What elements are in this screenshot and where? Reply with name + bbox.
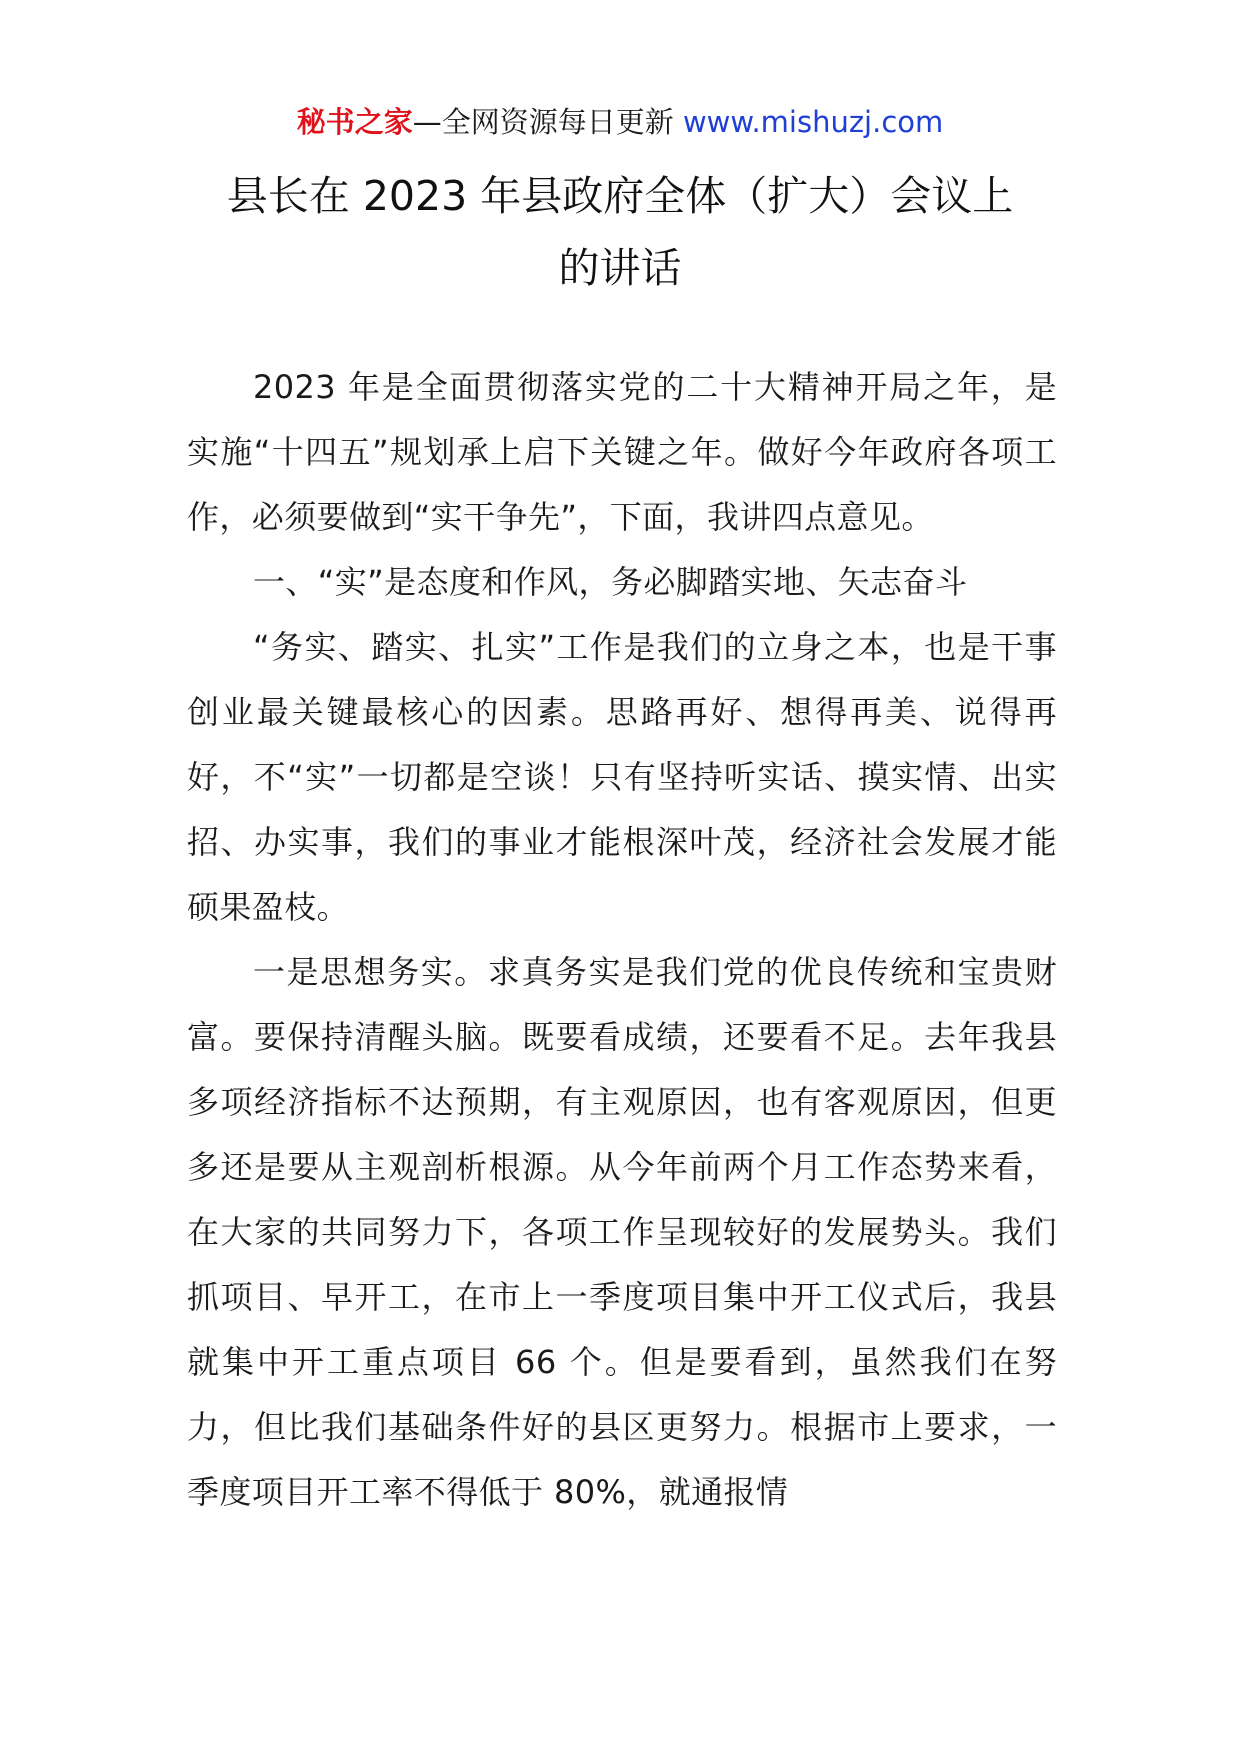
brand-name: 秘书之家 — [296, 105, 413, 139]
paragraph-intro: 2023 年是全面贯彻落实党的二十大精神开局之年，是实施“十四五”规划承上启下关键之年。做好今年政府各项工作，必须要做到“实干争先”，下面，我讲四点意见。 — [187, 368, 1057, 536]
document-body — [187, 355, 1057, 1525]
paragraph-section-1: “务实、踏实、扎实”工作是我们的立身之本，也是干事创业最关键最核心的因素。思路再好、想得再美、说得再好，不“实”一切都是空谈！只有坚持听实话、摸实情、出实招、办实事，我们的事业才能根深叶茂，经济社会发展才能硕果盈枝。 — [187, 628, 1057, 926]
document-title — [150, 160, 1090, 304]
site-url[interactable]: www.mishuzj.com — [682, 105, 944, 139]
title-line-1: 县长在 2023 年县政府全体（扩大）会议上 — [226, 172, 1014, 220]
header-tagline: —全网资源每日更新 — [412, 105, 683, 139]
paragraph-thought-practical: 一是思想务实。求真务实是我们党的优良传统和宝贵财富。要保持清醒头脑。既要看成绩，还要看不足。去年我县多项经济指标不达预期，有主观原因，也有客观原因，但更多还是要从主观剖析根源。从今年前两个月工作态势来看，在大家的共同努力下，各项工作呈现较好的发展势头。我们抓项目、早开工，在市上一季度项目集中开工仪式后，我县就集中开工重点项目 66 个。但是要看到，虽然我们在努力，但比我们基础条件好的县区更努力。根据市上要求，一季度项目开工率不得低于 80%，就通报情 — [187, 953, 1057, 1511]
site-header — [0, 102, 1240, 142]
section-heading-1: 一、“实”是态度和作风，务必脚踏实地、矢志奋斗 — [253, 563, 968, 601]
title-line-2: 的讲话 — [558, 244, 682, 292]
